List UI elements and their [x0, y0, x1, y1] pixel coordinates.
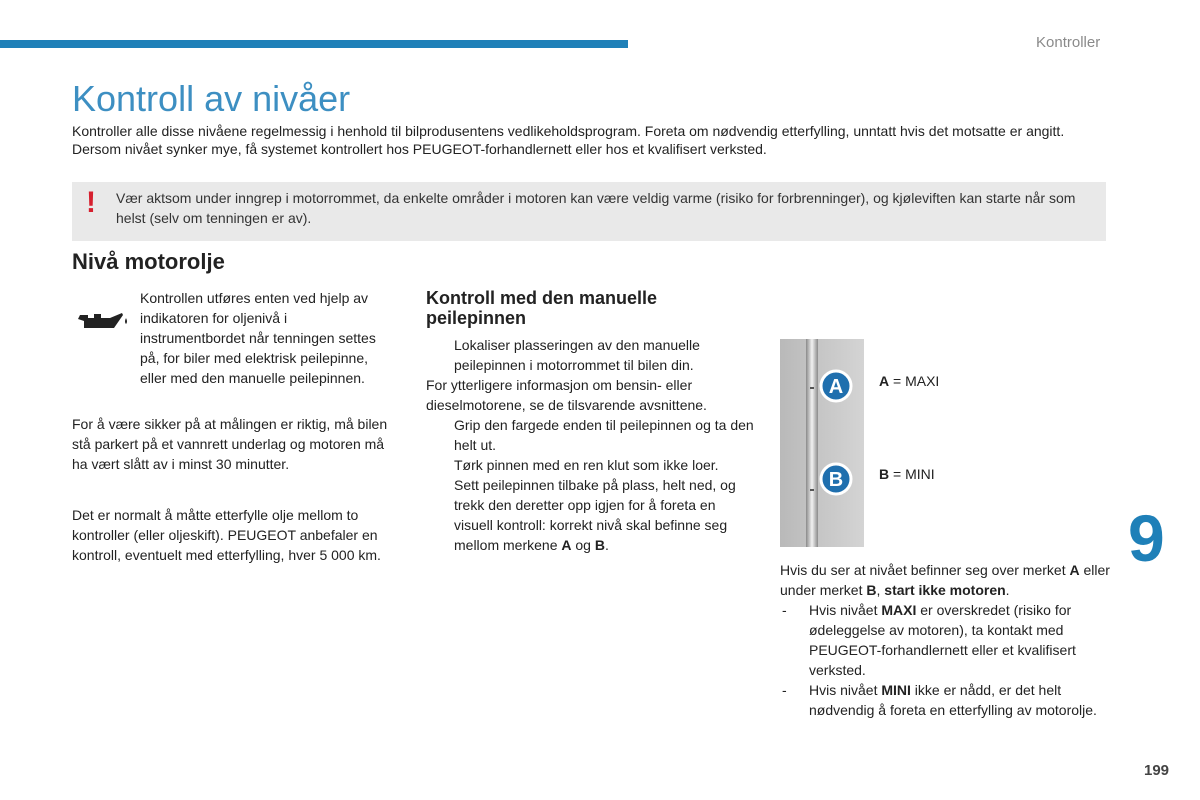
intro-line-1: Kontroller alle disse nivåene regelmessig i henhold til bilprodusentens vedlikeholdsprogram. Foreta om nødvendig etterfylling, unntatt hvis det motsatte er angitt. — [72, 123, 1065, 139]
level-result-text — [780, 560, 1110, 720]
step-2-text: Grip den fargede enden til peilepinnen og ta den helt ut. — [454, 417, 754, 453]
list-item — [426, 415, 756, 455]
step-3-text: Tørk pinnen med en ren klut som ikke loer. — [454, 457, 719, 473]
intro-line-2: Dersom nivået synker mye, få systemet kontrollert hos PEUGEOT-forhandlernett eller hos et kvalifisert verksted. — [72, 141, 767, 157]
warning-icon: ! — [86, 186, 96, 219]
step-4-text: Sett peilepinnen tilbake på plass, helt ned, og trekk den deretter opp igjen for å foreta en visuell kontroll: korrekt nivå skal befinne seg mellom merkene A og B. — [454, 477, 736, 553]
list-item — [426, 475, 756, 555]
list-item — [426, 455, 756, 475]
maxi-exceeded-text: Hvis nivået MAXI er overskredet (risiko for ødeleggelse av motoren), ta kontakt med PEUGEOT-forhandlernett eller et kvalifisert verksted. — [809, 602, 1076, 678]
oil-intro-text: Kontrollen utføres enten ved hjelp av indikatoren for oljenivå i instrumentbordet når tenningen settes på, for biler med elektrisk peilepinne, eller med den manuelle peilepinnen. — [140, 290, 376, 386]
list-item: - Hvis nivået MAXI er overskredet (risiko for ødeleggelse av motoren), ta kontakt med PEUGEOT-forhandlernett eller et kvalifisert verksted. — [782, 602, 1076, 678]
manual-dipstick-heading: Kontroll med den manuelle peilepinnen — [426, 288, 658, 328]
page-number: 199 — [1144, 762, 1170, 779]
list-item: - Hvis nivået MINI ikke er nådd, er det helt nødvendig å foreta en etterfylling av motorolje. — [782, 682, 1097, 718]
header-accent-bar — [0, 40, 628, 48]
step-1-text: Lokaliser plasseringen av den manuelle peilepinnen i motorrommet til bilen din. — [454, 337, 700, 373]
oil-level-heading: Nivå motorolje — [72, 249, 225, 274]
oil-para-1: For å være sikker på at målingen er riktig, må bilen stå parkert på et vannrett underlag og motoren må ha vært slått av i minst 30 minutter. — [72, 416, 388, 472]
manual-steps — [426, 335, 756, 555]
engine-note: For ytterligere informasjon om bensin- eller dieselmotorene, se de tilsvarende avsnittene. — [426, 377, 707, 413]
intro-text — [72, 123, 1112, 159]
page-title: Kontroll av nivåer — [72, 78, 351, 119]
warning-text: Vær aktsom under inngrep i motorrommet, da enkelte områder i motoren kan være veldig varme (risiko for forbrenninger), og kjøleviften kan starte når som helst (selv om tenningen er av). — [116, 190, 1076, 226]
dipstick-illustration — [780, 339, 864, 547]
label-mini: B = MINI — [879, 466, 935, 482]
marker-b: B — [828, 469, 844, 491]
chapter-number: 9 — [1128, 501, 1165, 575]
oil-para-2: Det er normalt å måtte etterfylle olje mellom to kontroller (eller oljeskift). PEUGEOT anbefaler en kontroll, eventuelt med etterfylling, hver 5 000 km. — [72, 507, 381, 563]
list-item — [426, 335, 756, 375]
marker-a: A — [828, 376, 844, 398]
oil-can-icon — [74, 306, 130, 336]
warning-box — [72, 182, 1106, 241]
label-maxi: A = MAXI — [879, 373, 940, 389]
mini-not-reached-text: Hvis nivået MINI ikke er nådd, er det helt nødvendig å foreta en etterfylling av motorolje. — [809, 682, 1097, 718]
level-warning: Hvis du ser at nivået befinner seg over merket A eller under merket B, start ikke motoren. — [780, 562, 1110, 598]
section-label: Kontroller — [1036, 34, 1101, 51]
